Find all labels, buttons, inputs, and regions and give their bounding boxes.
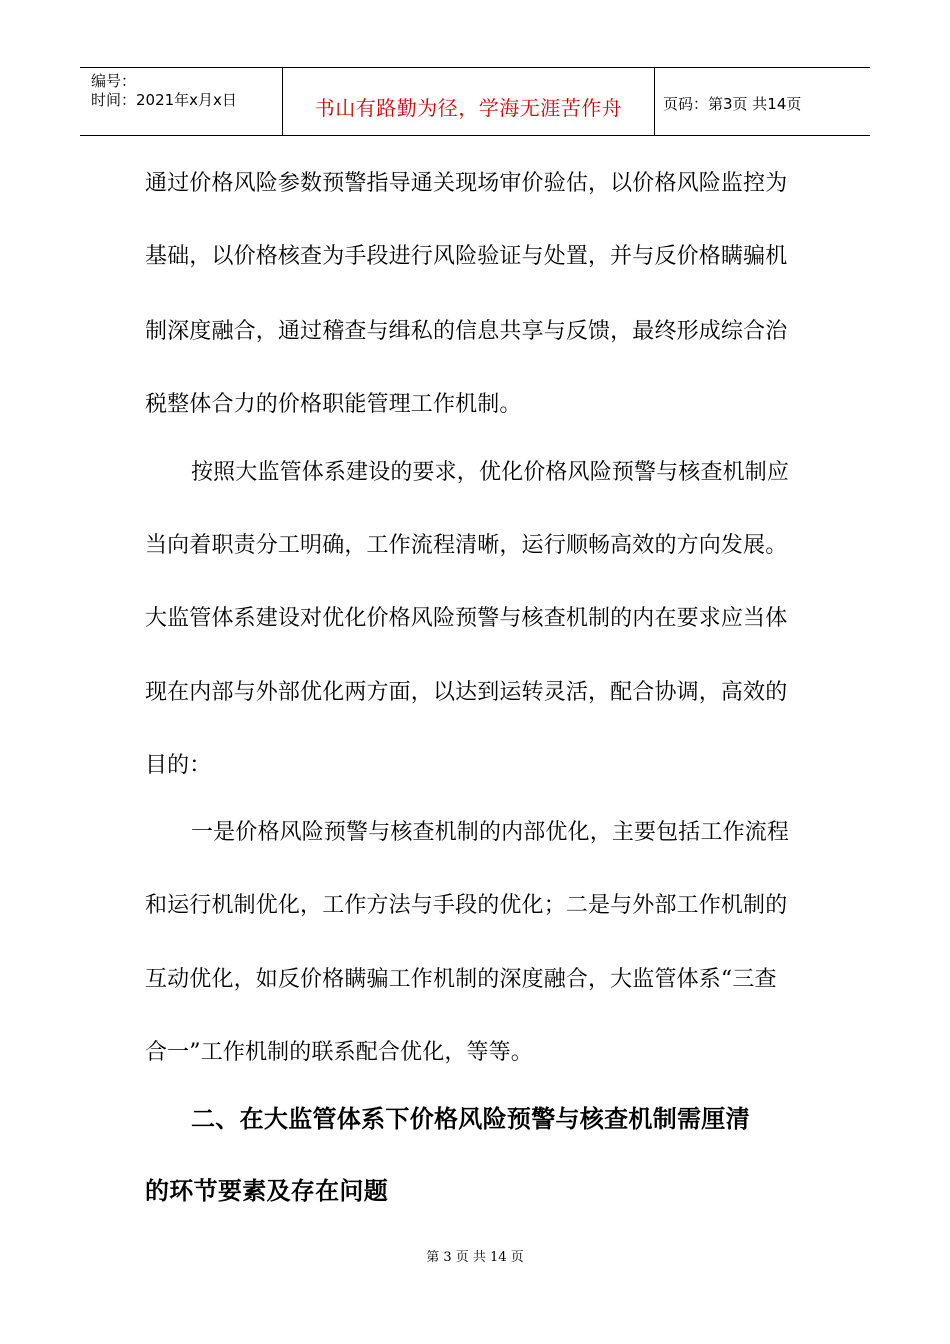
header-motto: 书山有路勤为径，学海无涯苦作舟 [314,96,623,120]
body-line: 当向着职责分工明确，工作流程清晰，运行顺畅高效的方向发展。 [145,533,788,558]
section-heading: 二、在大监管体系下价格风险预警与核查机制需厘清 [191,1105,750,1133]
body-line: 基础，以价格核查为手段进行风险验证与处置，并与反价格瞒骗机 [145,244,788,269]
body-line: 合一”工作机制的联系配合优化，等等。 [145,1040,533,1065]
header-page-number: 页码：第3页 共14页 [663,95,802,113]
header-motto-cell [282,68,655,135]
body-line: 目的： [145,753,212,778]
body-line: 一是价格风险预警与核查机制的内部优化，主要包括工作流程 [191,820,790,845]
header-page-cell [655,68,870,135]
body-line: 税整体合力的价格职能管理工作机制。 [145,392,522,417]
body-line: 互动优化，如反价格瞒骗工作机制的深度融合，大监管体系“三查 [145,967,777,992]
page-footer: 第 3 页 共 14 页 [426,1250,524,1265]
body-line: 和运行机制优化，工作方法与手段的优化；二是与外部工作机制的 [145,893,788,918]
body-line: 现在内部与外部优化两方面，以达到运转灵活，配合协调，高效的 [145,680,788,705]
section-heading: 的环节要素及存在问题 [145,1177,388,1205]
date-label: 时间：2021年x月x日 [91,91,237,109]
body-line: 按照大监管体系建设的要求，优化价格风险预警与核查机制应 [191,460,790,485]
header-meta-cell [80,68,282,135]
body-line: 大监管体系建设对优化价格风险预警与核查机制的内在要求应当体 [145,606,788,631]
serial-number-label: 编号： [91,72,137,90]
body-line: 通过价格风险参数预警指导通关现场审价验估，以价格风险监控为 [145,171,788,196]
body-line: 制深度融合，通过稽查与缉私的信息共享与反馈，最终形成综合治 [145,319,788,344]
document-header [80,67,870,136]
